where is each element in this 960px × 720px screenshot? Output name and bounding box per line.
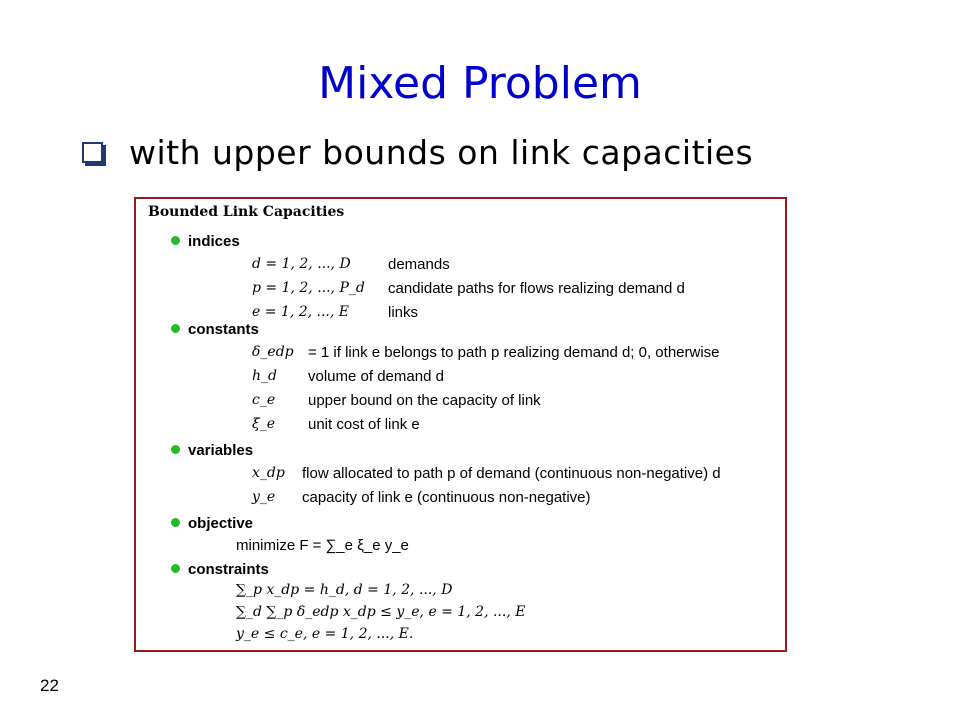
section-constraints <box>188 561 269 578</box>
section-label: variables <box>188 442 254 459</box>
index-desc: candidate paths for flows realizing demand d <box>388 280 685 297</box>
constraint-equation: ∑_d ∑_p δ_edp x_dp ≤ y_e, e = 1, 2, ..., E <box>236 604 526 620</box>
section-label: indices <box>188 233 240 250</box>
index-symbol: e = 1, 2, ..., E <box>252 304 350 320</box>
constraint-equation: y_e ≤ c_e, e = 1, 2, ..., E. <box>236 626 414 642</box>
section-constants <box>188 321 259 338</box>
constant-desc: unit cost of link e <box>308 416 420 433</box>
bullet-dot-icon <box>171 445 180 454</box>
section-label: constants <box>188 321 259 338</box>
box-title: Bounded Link Capacities <box>148 204 345 220</box>
checkbox-bullet-icon <box>82 142 103 163</box>
index-desc: demands <box>388 256 450 273</box>
objective-expression: minimize F = ∑_e ξ_e y_e <box>236 537 409 554</box>
variable-symbol: y_e <box>252 489 276 505</box>
bullet-text: with upper bounds on link capacities <box>129 133 754 172</box>
constant-symbol: c_e <box>252 392 276 408</box>
bullet-dot-icon <box>171 564 180 573</box>
bullet-item <box>82 133 753 172</box>
index-symbol: d = 1, 2, ..., D <box>252 256 351 272</box>
constant-symbol: δ_edp <box>252 344 294 360</box>
slide-number: 22 <box>40 676 59 695</box>
index-desc: links <box>388 304 419 321</box>
bullet-dot-icon <box>171 236 180 245</box>
constant-desc: volume of demand d <box>308 368 444 385</box>
section-label: objective <box>188 515 254 532</box>
variable-symbol: x_dp <box>252 465 285 481</box>
constant-symbol: h_d <box>252 368 277 384</box>
section-indices <box>188 233 240 250</box>
section-variables <box>188 442 253 459</box>
index-symbol: p = 1, 2, ..., P_d <box>252 280 365 296</box>
variable-desc: capacity of link e (continuous non-negative) <box>302 489 591 506</box>
constraint-equation: ∑_p x_dp = h_d, d = 1, 2, ..., D <box>236 582 453 598</box>
constant-desc: upper bound on the capacity of link <box>308 392 541 409</box>
section-objective <box>188 515 253 532</box>
constant-desc: = 1 if link e belongs to path p realizing demand d; 0, otherwise <box>308 344 720 361</box>
variable-desc: flow allocated to path p of demand (continuous non-negative) d <box>302 465 721 482</box>
formulation-box <box>134 197 787 652</box>
bullet-dot-icon <box>171 518 180 527</box>
slide-title: Mixed Problem <box>318 58 642 109</box>
bullet-dot-icon <box>171 324 180 333</box>
constant-symbol: ξ_e <box>252 416 275 432</box>
section-label: constraints <box>188 561 269 578</box>
